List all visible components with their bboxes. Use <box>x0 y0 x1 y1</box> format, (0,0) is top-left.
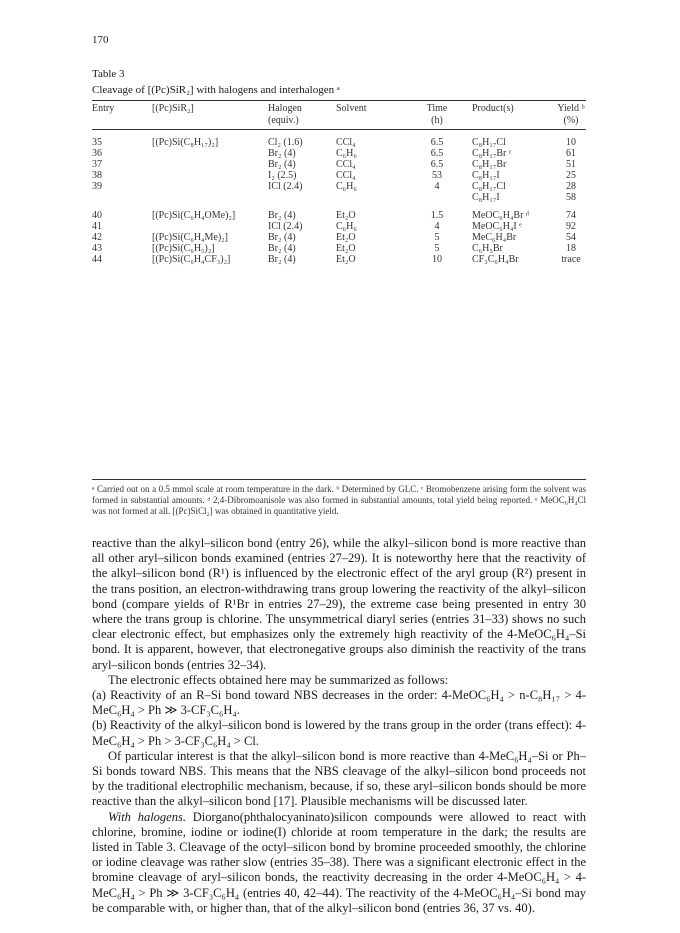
table-row <box>92 210 586 221</box>
cell-yield: 61 <box>566 148 576 159</box>
cell-solvent: CCl₄ <box>336 170 356 181</box>
header-entry: Entry <box>92 103 115 114</box>
cell-yield: 10 <box>566 137 576 148</box>
paragraph-3: Of particular interest is that the alkyl–silicon bond is more reactive than 4-MeC₆H₄–Si or Ph–Si bonds toward NBS. This means that the NBS cleavage of the alkyl–silicon bond proceeds not by the traditional electrophilic mechanism, because, if so, these aryl–silicon bonds should be more reactive than the alkyl–silicon bond [17]. Plausible mechanisms will be discussed later. <box>92 748 586 809</box>
cell-product: C₈H₁₇I <box>472 170 500 181</box>
cell-yield: 92 <box>566 221 576 232</box>
cell-compound: [(Pc)Si(C₆H₄CF₃)₂] <box>152 254 231 265</box>
cell-entry: 42 <box>92 232 102 243</box>
cell-time: 53 <box>432 170 442 181</box>
table-caption: Cleavage of [(Pc)SiR₂] with halogens and interhalogen ᵃ <box>92 84 340 96</box>
cell-entry: 35 <box>92 137 102 148</box>
cell-solvent: C₆H₆ <box>336 181 357 192</box>
page-number: 170 <box>92 34 109 46</box>
cell-product: CF₃C₆H₄Br <box>472 254 519 265</box>
cell-yield: 58 <box>566 192 576 203</box>
header-compound: [(Pc)SiR₂] <box>152 103 194 114</box>
summary-item-a: (a) Reactivity of an R–Si bond toward NBS decreases in the order: 4-MeOC₆H₄ > n-C₈H₁₇ > 4-MeC₆H₄ > Ph ≫ 3-CF₃C₆H₄. <box>92 688 586 718</box>
cell-compound: [(Pc)Si(C₆H₅)₂] <box>152 243 215 254</box>
section-lead-halogens: With halogens. <box>108 809 186 824</box>
cell-product: C₈H₁₇I <box>472 192 500 203</box>
paragraph-4-text: Diorgano(phthalocyaninato)silicon compounds were allowed to react with chlorine, bromine, iodine or iodine(I) chloride at room temperature in the dark; the results are listed in Table 3. Cleavage of the octyl–silicon bond by bromine proceeded smoothly, the chlorine or iodine cleavage was rather slow (entries 35–38). There was a significant electronic effect in the bromine cleavage of aryl–silicon bonds, the reactivity decreasing in the order 4-MeOC₆H₄ > 4-MeC₆H₄ > Ph ≫ 3-CF₃C₆H₄ (entries 40, 42–44). The reactivity of the 4-MeOC₆H₄–Si bond may be comparable with, or higher than, that of the alkyl–silicon bond (entries 36, 37 vs. 40). <box>92 809 586 915</box>
cell-compound: [(Pc)Si(C₆H₄OMe)₂] <box>152 210 236 221</box>
cell-product: MeC₆H₄Br <box>472 232 517 243</box>
cell-halogen: Br₂ (4) <box>268 254 296 265</box>
cell-halogen: Br₂ (4) <box>268 243 296 254</box>
table-row <box>92 254 586 265</box>
cell-solvent: CCl₄ <box>336 159 356 170</box>
cell-halogen: Br₂ (4) <box>268 232 296 243</box>
cell-entry: 44 <box>92 254 102 265</box>
cell-yield: 18 <box>566 243 576 254</box>
table-row <box>92 137 586 148</box>
header-yield <box>550 103 592 127</box>
table-header-rule <box>92 129 586 130</box>
cell-product: C₈H₁₇Cl <box>472 181 506 192</box>
cell-time: 5 <box>434 243 440 254</box>
cell-product: C₆H₅Br <box>472 243 503 254</box>
cell-product: C₈H₁₇Br ᶜ <box>472 148 512 159</box>
cell-time: 6.5 <box>430 137 444 148</box>
cell-compound: [(Pc)Si(C₆H₄Me)₂] <box>152 232 229 243</box>
summary-item-b: (b) Reactivity of the alkyl–silicon bond is lowered by the trans group in the order (trans effect): 4-MeC₆H₄ > Ph > 3-CF₃C₆H₄ > Cl. <box>92 718 586 748</box>
cell-time: 6.5 <box>430 148 444 159</box>
cell-solvent: C₆H₆ <box>336 221 357 232</box>
cell-time: 4 <box>434 221 440 232</box>
cell-halogen: Cl₂ (1.6) <box>268 137 303 148</box>
cell-time: 1.5 <box>430 210 444 221</box>
table-row <box>92 159 586 170</box>
cell-time: 6.5 <box>430 159 444 170</box>
cell-yield: 54 <box>566 232 576 243</box>
cell-solvent: Et₂O <box>336 232 356 243</box>
cell-entry: 40 <box>92 210 102 221</box>
cell-solvent: Et₂O <box>336 254 356 265</box>
header-time <box>422 103 452 127</box>
table-header <box>92 101 586 129</box>
cell-time: 10 <box>432 254 442 265</box>
header-time-unit: (h) <box>431 115 443 126</box>
table-row <box>92 192 586 203</box>
cell-halogen: Br₂ (4) <box>268 159 296 170</box>
cell-entry: 41 <box>92 221 102 232</box>
cell-time: 5 <box>434 232 440 243</box>
paragraph-1: reactive than the alkyl–silicon bond (entry 26), while the alkyl–silicon bond is more reactive than all other aryl–silicon bonds examined (entries 27–29). It is noteworthy here that the reactivity of the alkyl–silicon bond (R¹) is influenced by the electronic effect of the aryl group (R²) present in the trans position, an electron-withdrawing trans group lowering the reactivity of the alkyl–silicon bond (compare yields of R¹Br in entries 27–29), the extreme case being presented in entry 30 where the trans group is chlorine. The unsymmetrical diaryl series (entries 31–33) shows no such clear electronic effect, but emphasizes only the extremely high reactivity of the 4-MeOC₆H₄–Si bond. It is apparent, however, that electronegative groups also diminish the reactivity of the trans aryl–silicon bonds (entries 32–34). <box>92 536 586 672</box>
cell-halogen: I₂ (2.5) <box>268 170 297 181</box>
table-row <box>92 170 586 181</box>
cell-halogen: ICl (2.4) <box>268 221 303 232</box>
cell-yield: 28 <box>566 181 576 192</box>
paragraph-2: The electronic effects obtained here may be summarized as follows: <box>108 672 449 687</box>
cell-compound: [(Pc)Si(C₈H₁₇)₂] <box>152 137 219 148</box>
header-yield-label: Yield ᵇ <box>557 103 585 114</box>
cell-time: 4 <box>434 181 440 192</box>
cell-entry: 38 <box>92 170 102 181</box>
cell-solvent: Et₂O <box>336 243 356 254</box>
cell-entry: 39 <box>92 181 102 192</box>
cell-yield: 74 <box>566 210 576 221</box>
header-halogen-label: Halogen <box>268 103 302 114</box>
table-footnote: ᵃ Carried out on a 0.5 mmol scale at room temperature in the dark. ᵇ Determined by GLC. ᶜ Bromobenzene arising form the solvent was formed in substantial amounts. ᵈ 2,4-Dibromoanisole was also formed in substantial amounts, total yield being reported. ᵉ MeOC₆H₄Cl was not formed at all. [(Pc)SiCl₂] was obtained in quantitative yield. <box>92 484 586 516</box>
cell-product: MeOC₆H₄I ᵉ <box>472 221 522 232</box>
cell-yield: trace <box>561 254 581 265</box>
body-text <box>92 536 586 916</box>
cell-solvent: C₆H₆ <box>336 148 357 159</box>
cell-halogen: Br₂ (4) <box>268 148 296 159</box>
cell-entry: 43 <box>92 243 102 254</box>
cell-product: C₈H₁₇Br <box>472 159 507 170</box>
table-label: Table 3 <box>92 68 125 80</box>
cell-product: MeOC₆H₄Br ᵈ <box>472 210 530 221</box>
cell-halogen: ICl (2.4) <box>268 181 303 192</box>
header-halogen <box>268 103 302 127</box>
header-products: Product(s) <box>472 103 514 114</box>
table-row <box>92 181 586 192</box>
cell-halogen: Br₂ (4) <box>268 210 296 221</box>
table-body <box>92 137 586 265</box>
cell-entry: 37 <box>92 159 102 170</box>
header-solvent: Solvent <box>336 103 367 114</box>
table-bottom-rule <box>92 479 586 480</box>
header-halogen-unit: (equiv.) <box>268 115 299 126</box>
table-row <box>92 243 586 254</box>
cell-solvent: CCl₄ <box>336 137 356 148</box>
header-yield-unit: (%) <box>563 115 579 126</box>
table-row <box>92 221 586 232</box>
cell-yield: 51 <box>566 159 576 170</box>
table-row <box>92 232 586 243</box>
cell-yield: 25 <box>566 170 576 181</box>
cell-solvent: Et₂O <box>336 210 356 221</box>
table-row <box>92 148 586 159</box>
header-time-label: Time <box>426 103 448 114</box>
cell-product: C₈H₁₇Cl <box>472 137 506 148</box>
cell-entry: 36 <box>92 148 102 159</box>
paragraph-4 <box>92 810 586 916</box>
